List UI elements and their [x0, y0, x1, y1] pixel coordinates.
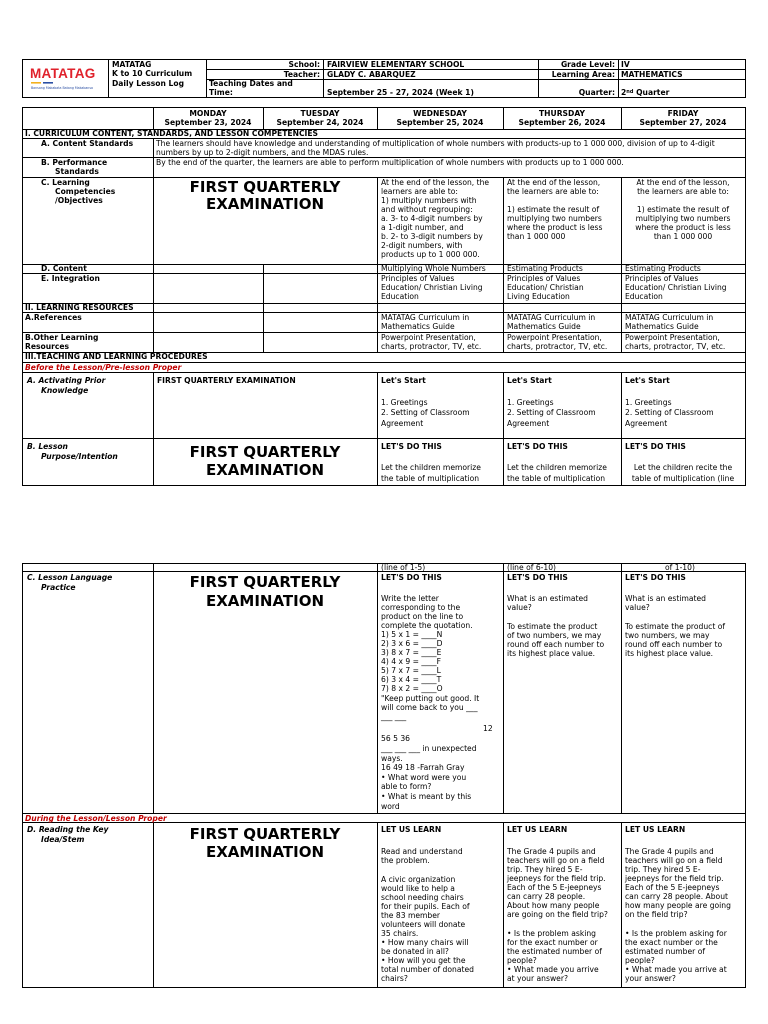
wed-practice-line: word	[381, 802, 400, 811]
content-standards-text: The learners should have knowledge and understanding of multiplication of whole numbers with products-up to 1 000 000, division of up to 4-digit numbers by up to 2-digit numbers, and the MDAS rules.	[156, 139, 715, 158]
quarter-word: Quarter	[633, 88, 670, 97]
exam-title-language-2: EXAMINATION	[205, 592, 325, 610]
lets-do-this-thu-2: LET'S DO THIS	[507, 573, 568, 582]
purpose-label-2: Purpose/Intention	[41, 452, 118, 461]
greetings-fri: 1. Greetings	[625, 398, 672, 407]
wed-practice-line: able to form?	[381, 782, 432, 791]
fri-learn-line: estimated number of	[625, 947, 706, 956]
program-line-3: Daily Lesson Log	[112, 79, 185, 88]
wed-practice-line: ___ ___	[381, 712, 407, 721]
exam-title-purpose-2: EXAMINATION	[205, 461, 325, 479]
integration-thu-2: Education/ Christian	[507, 283, 584, 292]
other-fri-2: charts, protractor, TV, etc.	[625, 342, 726, 351]
thu-obj-line: multiplying two numbers	[507, 214, 602, 223]
program-line-1: MATATAG	[112, 60, 152, 69]
continuation-thu: (line of 6-10)	[507, 563, 557, 572]
wed-practice-line: will come back to you ___	[381, 703, 478, 712]
wed-practice-line: product on the line to	[381, 612, 464, 621]
svg-text:Bansang Makabata Batang Makab: Bansang Makabata Batang Makabansa	[31, 86, 93, 90]
quarter-number: 2	[621, 88, 627, 97]
greetings-wed: 1. Greetings	[381, 398, 428, 407]
lets-start-thu: Let's Start	[507, 376, 552, 385]
grade-value: IV	[621, 60, 630, 69]
thu-learn-line: jeepneys for the field trip.	[507, 874, 606, 883]
section-one-heading: I. CURRICULUM CONTENT, STANDARDS, AND LESSON COMPETENCIES	[25, 129, 319, 138]
day-thursday: THURSDAY	[539, 109, 585, 118]
references-wed-1: MATATAG Curriculum in	[381, 313, 470, 322]
let-us-learn-wed: LET US LEARN	[381, 825, 442, 834]
other-thu-1: Powerpoint Presentation,	[507, 333, 602, 342]
wed-practice-line: 7) 8 x 2 = ____O	[381, 684, 443, 693]
fri-learn-line: teachers will go on a field	[625, 856, 723, 865]
exam-title-competencies-1: FIRST QUARTERLY	[189, 178, 341, 196]
date-friday: September 27, 2024	[639, 118, 727, 127]
thu-learn-line: are going on the field trip?	[507, 910, 608, 919]
wed-learn-line: • How will you get the	[381, 956, 466, 965]
lets-do-this-fri-2: LET'S DO THIS	[625, 573, 686, 582]
wed-practice-line: "Keep putting out good. It	[381, 694, 480, 703]
lets-do-this-wed-2: LET'S DO THIS	[381, 573, 442, 582]
teacher-label: Teacher:	[283, 70, 320, 79]
wed-learn-line: Read and understand	[381, 847, 463, 856]
quarter-value	[621, 88, 669, 97]
wed-practice-line: • What is meant by this	[381, 792, 472, 801]
recite-fri-2: table of multiplication (line	[631, 474, 735, 483]
wed-obj-line: a 1-digit number, and	[381, 223, 464, 232]
wed-learn-line: school needing chairs	[381, 893, 464, 902]
thu-obj-line: where the product is less	[507, 223, 603, 232]
exam-title-reading-1: FIRST QUARTERLY	[189, 825, 341, 843]
wed-practice-line: 6) 3 x 4 = ____T	[381, 675, 442, 684]
thu-learn-line: teachers will go on a field	[507, 856, 605, 865]
activating-label-2: Knowledge	[41, 386, 89, 395]
references-wed-2: Mathematics Guide	[381, 322, 455, 331]
before-lesson-heading: Before the Lesson/Pre-lesson Proper	[25, 363, 182, 372]
fri-learn-line: the exact number or the	[625, 938, 718, 947]
fri-practice-line: two numbers, we may	[625, 631, 710, 640]
memorize-thu-1: Let the children memorize	[507, 463, 607, 472]
section-two-heading: II. LEARNING RESOURCES	[25, 303, 134, 312]
exam-title-language-1: FIRST QUARTERLY	[189, 573, 341, 591]
lets-do-this-wed: LET'S DO THIS	[381, 442, 442, 451]
wed-learn-line: volunteers will donate	[381, 920, 466, 929]
competencies-label-1: C. Learning	[41, 178, 90, 187]
wed-learn-line: the 83 member	[381, 911, 441, 920]
page-two	[0, 520, 768, 1024]
wed-practice-12: 12	[483, 724, 493, 733]
wed-practice-line: corresponding to the	[381, 603, 461, 612]
day-friday: FRIDAY	[667, 109, 699, 118]
wed-obj-line: At the end of the lesson, the	[381, 178, 490, 187]
other-wed-2: charts, protractor, TV, etc.	[381, 342, 482, 351]
thu-learn-line: people?	[507, 956, 537, 965]
references-thu-2: Mathematics Guide	[507, 322, 581, 331]
matatag-logo-graphic	[28, 64, 104, 92]
fri-obj-line: 1) estimate the result of	[636, 205, 730, 214]
fri-learn-line: Each of the 5 E-jeepneys	[625, 883, 720, 892]
wed-practice-line: 16 49 18 -Farrah Gray	[381, 763, 465, 772]
integration-thu-3: Living Education	[507, 292, 570, 301]
fri-learn-line: • Is the problem asking for	[625, 929, 727, 938]
thu-learn-line: trip. They hired 5 E-	[507, 865, 583, 874]
thu-learn-line: Each of the 5 E-jeepneys	[507, 883, 602, 892]
dates-label-2: Time:	[209, 88, 233, 97]
fri-practice-line: its highest place value.	[625, 649, 714, 658]
let-us-learn-thu: LET US LEARN	[507, 825, 568, 834]
references-thu-1: MATATAG Curriculum in	[507, 313, 596, 322]
wed-practice-line: ___ ___ ___ in unexpected	[381, 744, 477, 753]
other-resources-label-2: Resources	[25, 342, 70, 351]
setting-thu-1: 2. Setting of Classroom	[507, 408, 596, 417]
wed-obj-line: and without regrouping:	[381, 205, 473, 214]
wed-practice-line: 5) 7 x 7 = ____L	[381, 666, 441, 675]
date-tuesday: September 24, 2024	[276, 118, 364, 127]
references-fri-1: MATATAG Curriculum in	[625, 313, 714, 322]
wed-learn-line: total number of donated	[381, 965, 474, 974]
thu-practice-line: round off each number to	[507, 640, 605, 649]
thu-learn-line: The Grade 4 pupils and	[507, 847, 596, 856]
setting-thu-2: Agreement	[507, 419, 550, 428]
exam-title-purpose-1: FIRST QUARTERLY	[189, 443, 341, 461]
thu-practice-line: of two numbers, we may	[507, 631, 602, 640]
section-three-heading: III.TEACHING AND LEARNING PROCEDURES	[25, 352, 208, 361]
wed-learn-line: the problem.	[381, 856, 430, 865]
memorize-wed-1: Let the children memorize	[381, 463, 481, 472]
fri-learn-line: your answer?	[625, 974, 676, 983]
wed-practice-line: Write the letter	[381, 594, 439, 603]
fri-practice-line: To estimate the product of	[625, 622, 726, 631]
fri-learn-line: can carry 28 people. About	[625, 892, 728, 901]
integration-wed-3: Education	[381, 292, 419, 301]
thu-learn-line: • What made you arrive	[507, 965, 599, 974]
greetings-thu: 1. Greetings	[507, 398, 554, 407]
exam-inline-activating: FIRST QUARTERLY EXAMINATION	[157, 376, 296, 385]
thu-practice-line: To estimate the product	[507, 622, 598, 631]
wed-obj-line: learners are able to:	[381, 187, 458, 196]
school-label: School:	[288, 60, 320, 69]
integration-label: E. Integration	[41, 274, 100, 283]
date-thursday: September 26, 2024	[518, 118, 606, 127]
competencies-label-2: Competencies	[55, 187, 116, 196]
fri-learn-line: The Grade 4 pupils and	[625, 847, 714, 856]
thu-obj-line: At the end of the lesson,	[507, 178, 601, 187]
references-fri-2: Mathematics Guide	[625, 322, 699, 331]
wed-obj-line: a. 3- to 4-digit numbers by	[381, 214, 483, 223]
content-wednesday: Multiplying Whole Numbers	[381, 264, 486, 273]
day-tuesday: TUESDAY	[300, 109, 340, 118]
thu-learn-line: can carry 28 people.	[507, 892, 586, 901]
wed-learn-line: would like to help a	[381, 884, 455, 893]
thu-learn-line: • Is the problem asking	[507, 929, 596, 938]
thu-practice-line: value?	[507, 603, 532, 612]
integration-thu-1: Principles of Values	[507, 274, 581, 283]
wed-practice-line: 2) 3 x 6 = ____D	[381, 639, 443, 648]
area-label: Learning Area:	[551, 70, 615, 79]
lets-start-wed: Let's Start	[381, 376, 426, 385]
quarter-label: Quarter:	[578, 88, 615, 97]
thu-learn-line: at your answer?	[507, 974, 568, 983]
content-label: D. Content	[41, 264, 87, 273]
wed-practice-line: • What word were you	[381, 773, 467, 782]
recite-fri-1: Let the children recite the	[633, 463, 733, 472]
wed-obj-line: products up to 1 000 000.	[381, 250, 480, 259]
continuation-wed: (line of 1-5)	[381, 563, 426, 572]
integration-wed-1: Principles of Values	[381, 274, 455, 283]
memorize-wed-2: the table of multiplication	[381, 474, 480, 483]
references-label: A.References	[25, 313, 82, 322]
language-label-2: Practice	[41, 583, 76, 592]
reading-label-1: D. Reading the Key	[27, 825, 109, 834]
fri-practice-line: value?	[625, 603, 650, 612]
exam-title-competencies-2: EXAMINATION	[205, 195, 325, 213]
lets-do-this-fri: LET'S DO THIS	[625, 442, 686, 451]
activating-label-1: A. Activating Prior	[27, 376, 106, 385]
reading-label-2: Idea/Stem	[41, 835, 85, 844]
performance-label-2: Standards	[55, 167, 99, 176]
wed-practice-line: 4) 4 x 9 = ____F	[381, 657, 441, 666]
language-label-1: C. Lesson Language	[27, 573, 113, 582]
fri-obj-line: At the end of the lesson,	[636, 178, 730, 187]
lets-do-this-thu: LET'S DO THIS	[507, 442, 568, 451]
thu-obj-line: than 1 000 000	[507, 232, 566, 241]
setting-fri-2: Agreement	[625, 419, 668, 428]
other-resources-label-1: B.Other Learning	[25, 333, 99, 342]
thu-learn-line: for the exact number or	[507, 938, 598, 947]
thu-learn-line: About how many people	[507, 901, 600, 910]
wed-learn-line: • How many chairs will	[381, 938, 469, 947]
performance-text: By the end of the quarter, the learners are able to perform multiplication of whole numbers with products up to 1 000 000.	[156, 158, 624, 167]
wed-learn-line: be donated in all?	[381, 947, 449, 956]
fri-obj-line: multiplying two numbers	[635, 214, 731, 223]
lets-start-fri: Let's Start	[625, 376, 670, 385]
other-wed-1: Powerpoint Presentation,	[381, 333, 476, 342]
fri-learn-line: trip. They hired 5 E-	[625, 865, 701, 874]
memorize-thu-2: the table of multiplication	[507, 474, 606, 483]
thu-obj-line: the learners are able to:	[507, 187, 599, 196]
fri-learn-line: people?	[625, 956, 655, 965]
thu-obj-line: 1) estimate the result of	[507, 205, 600, 214]
other-thu-2: charts, protractor, TV, etc.	[507, 342, 608, 351]
fri-learn-line: • What made you arrive at	[625, 965, 727, 974]
purpose-label-1: B. Lesson	[27, 442, 68, 451]
day-wednesday: WEDNESDAY	[413, 109, 467, 118]
competencies-label-3: /Objectives	[55, 196, 103, 205]
school-value: FAIRVIEW ELEMENTARY SCHOOL	[327, 60, 465, 69]
content-standards-label: A. Content Standards	[41, 139, 134, 148]
fri-obj-line: the learners are able to:	[637, 187, 729, 196]
day-monday: MONDAY	[189, 109, 227, 118]
other-fri-1: Powerpoint Presentation,	[625, 333, 720, 342]
wed-practice-line: ways.	[381, 754, 403, 763]
wed-obj-line: 2-digit numbers, with	[381, 241, 463, 250]
wed-obj-line: b. 2- to 3-digit numbers by	[381, 232, 483, 241]
wed-obj-line: 1) multiply numbers with	[381, 196, 477, 205]
wed-practice-line: complete the quotation.	[381, 621, 473, 630]
matatag-logo	[28, 64, 104, 92]
program-line-2: K to 10 Curriculum	[112, 69, 193, 78]
thu-practice-line: its highest place value.	[507, 649, 596, 658]
dates-value: September 25 - 27, 2024 (Week 1)	[327, 88, 474, 97]
performance-label-1: B. Performance	[41, 158, 108, 167]
wed-learn-line: A civic organization	[381, 875, 456, 884]
during-lesson-heading: During the Lesson/Lesson Proper	[25, 814, 167, 823]
let-us-learn-fri: LET US LEARN	[625, 825, 686, 834]
wed-practice-line: 3) 8 x 7 = ____E	[381, 648, 442, 657]
fri-learn-line: on the field trip?	[625, 910, 688, 919]
date-wednesday: September 25, 2024	[396, 118, 484, 127]
integration-fri-1: Principles of Values	[625, 274, 699, 283]
integration-fri-2: Education/ Christian Living	[625, 283, 727, 292]
setting-fri-1: 2. Setting of Classroom	[625, 408, 714, 417]
fri-learn-line: how many people are going	[625, 901, 731, 910]
fri-practice-line: What is an estimated	[625, 594, 706, 603]
continuation-fri: of 1-10)	[665, 563, 695, 572]
wed-learn-line: for their pupils. Each of	[381, 902, 470, 911]
svg-text:MATATAG: MATATAG	[30, 66, 96, 81]
teacher-value: GLADY C. ABARQUEZ	[327, 70, 416, 79]
fri-learn-line: jeepneys for the field trip.	[625, 874, 724, 883]
date-monday: September 23, 2024	[164, 118, 252, 127]
thu-learn-line: the estimated number of	[507, 947, 602, 956]
wed-learn-line: 35 chairs.	[381, 929, 419, 938]
dates-label-1: Teaching Dates and	[209, 79, 293, 88]
setting-wed-1: 2. Setting of Classroom	[381, 408, 470, 417]
integration-wed-2: Education/ Christian Living	[381, 283, 483, 292]
setting-wed-2: Agreement	[381, 419, 424, 428]
fri-practice-line: round off each number to	[625, 640, 723, 649]
wed-learn-line: chairs?	[381, 974, 408, 983]
wed-practice-line: 1) 5 x 1 = ____N	[381, 630, 443, 639]
wed-practice-line: 56 5 36	[381, 734, 410, 743]
grade-label: Grade Level:	[560, 60, 615, 69]
content-friday: Estimating Products	[625, 264, 701, 273]
thu-practice-line: What is an estimated	[507, 594, 588, 603]
exam-title-reading-2: EXAMINATION	[205, 843, 325, 861]
content-thursday: Estimating Products	[507, 264, 583, 273]
area-value: MATHEMATICS	[621, 70, 683, 79]
quarter-suffix: nd	[626, 89, 634, 95]
fri-obj-line: where the product is less	[635, 223, 731, 232]
fri-obj-line: than 1 000 000	[653, 232, 713, 241]
integration-fri-3: Education	[625, 292, 663, 301]
